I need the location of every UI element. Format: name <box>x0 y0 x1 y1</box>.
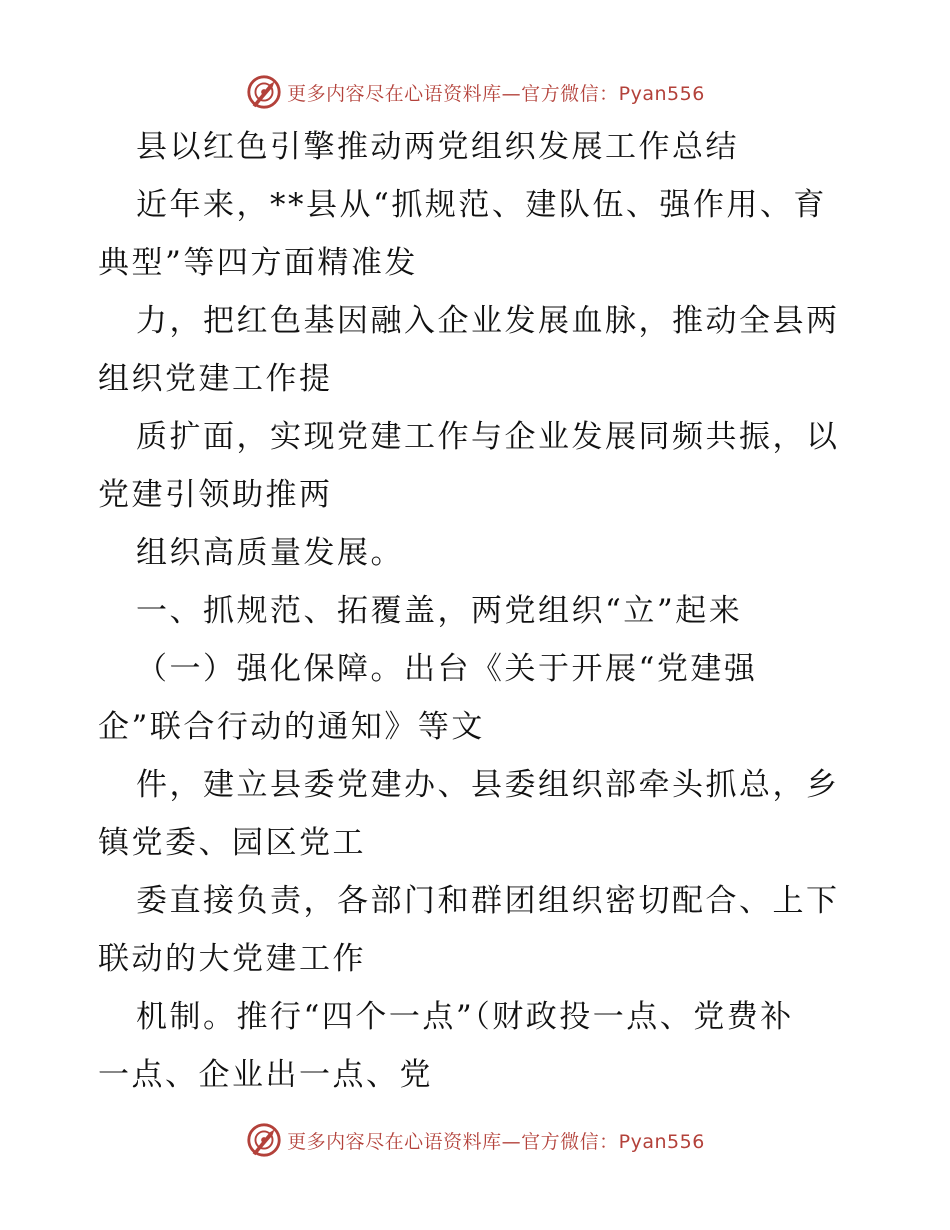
paragraph-line: 组织党建工作提 <box>98 361 333 397</box>
banner-text: 更多内容尽在心语资料库—官方微信：Pyan556 <box>287 1130 705 1153</box>
banner-text: 更多内容尽在心语资料库—官方微信：Pyan556 <box>287 82 705 105</box>
paragraph-line: 力，把红色基因融入企业发展血脉，推动全县两 <box>136 303 840 339</box>
pen-circle-icon <box>245 1121 283 1159</box>
paragraph-line: 一、抓规范、拓覆盖，两党组织“立”起来 <box>136 593 743 629</box>
wechat-id: Pyan556 <box>618 1130 705 1153</box>
document-title: 县以红色引擎推动两党组织发展工作总结 <box>136 129 739 165</box>
paragraph-line: 近年来，**县从“抓规范、建队伍、强作用、育 <box>136 187 827 223</box>
footer-banner <box>0 1118 950 1162</box>
paragraph-line: 企”联合行动的通知》等文 <box>98 709 485 745</box>
paragraph-line: 组织高质量发展。 <box>136 535 404 571</box>
paragraph-line: 联动的大党建工作 <box>98 941 366 977</box>
header-banner <box>0 70 950 114</box>
paragraph-line: 典型”等四方面精准发 <box>98 245 418 281</box>
paragraph-line: 镇党委、园区党工 <box>98 825 366 861</box>
pen-circle-icon <box>245 73 283 111</box>
paragraph-line: 件，建立县委党建办、县委组织部牵头抓总，乡 <box>136 767 840 803</box>
paragraph-line: 质扩面，实现党建工作与企业发展同频共振，以 <box>136 419 840 455</box>
document-body <box>98 118 854 1104</box>
paragraph-line: 机制。推行“四个一点”（财政投一点、党费补 <box>136 999 794 1035</box>
wechat-id: Pyan556 <box>618 82 705 105</box>
paragraph-line: 委直接负责，各部门和群团组织密切配合、上下 <box>136 883 840 919</box>
paragraph-line: （一）强化保障。出台《关于开展“党建强 <box>136 651 758 687</box>
paragraph-line: 党建引领助推两 <box>98 477 333 513</box>
paragraph-line: 一点、企业出一点、党 <box>98 1057 433 1093</box>
